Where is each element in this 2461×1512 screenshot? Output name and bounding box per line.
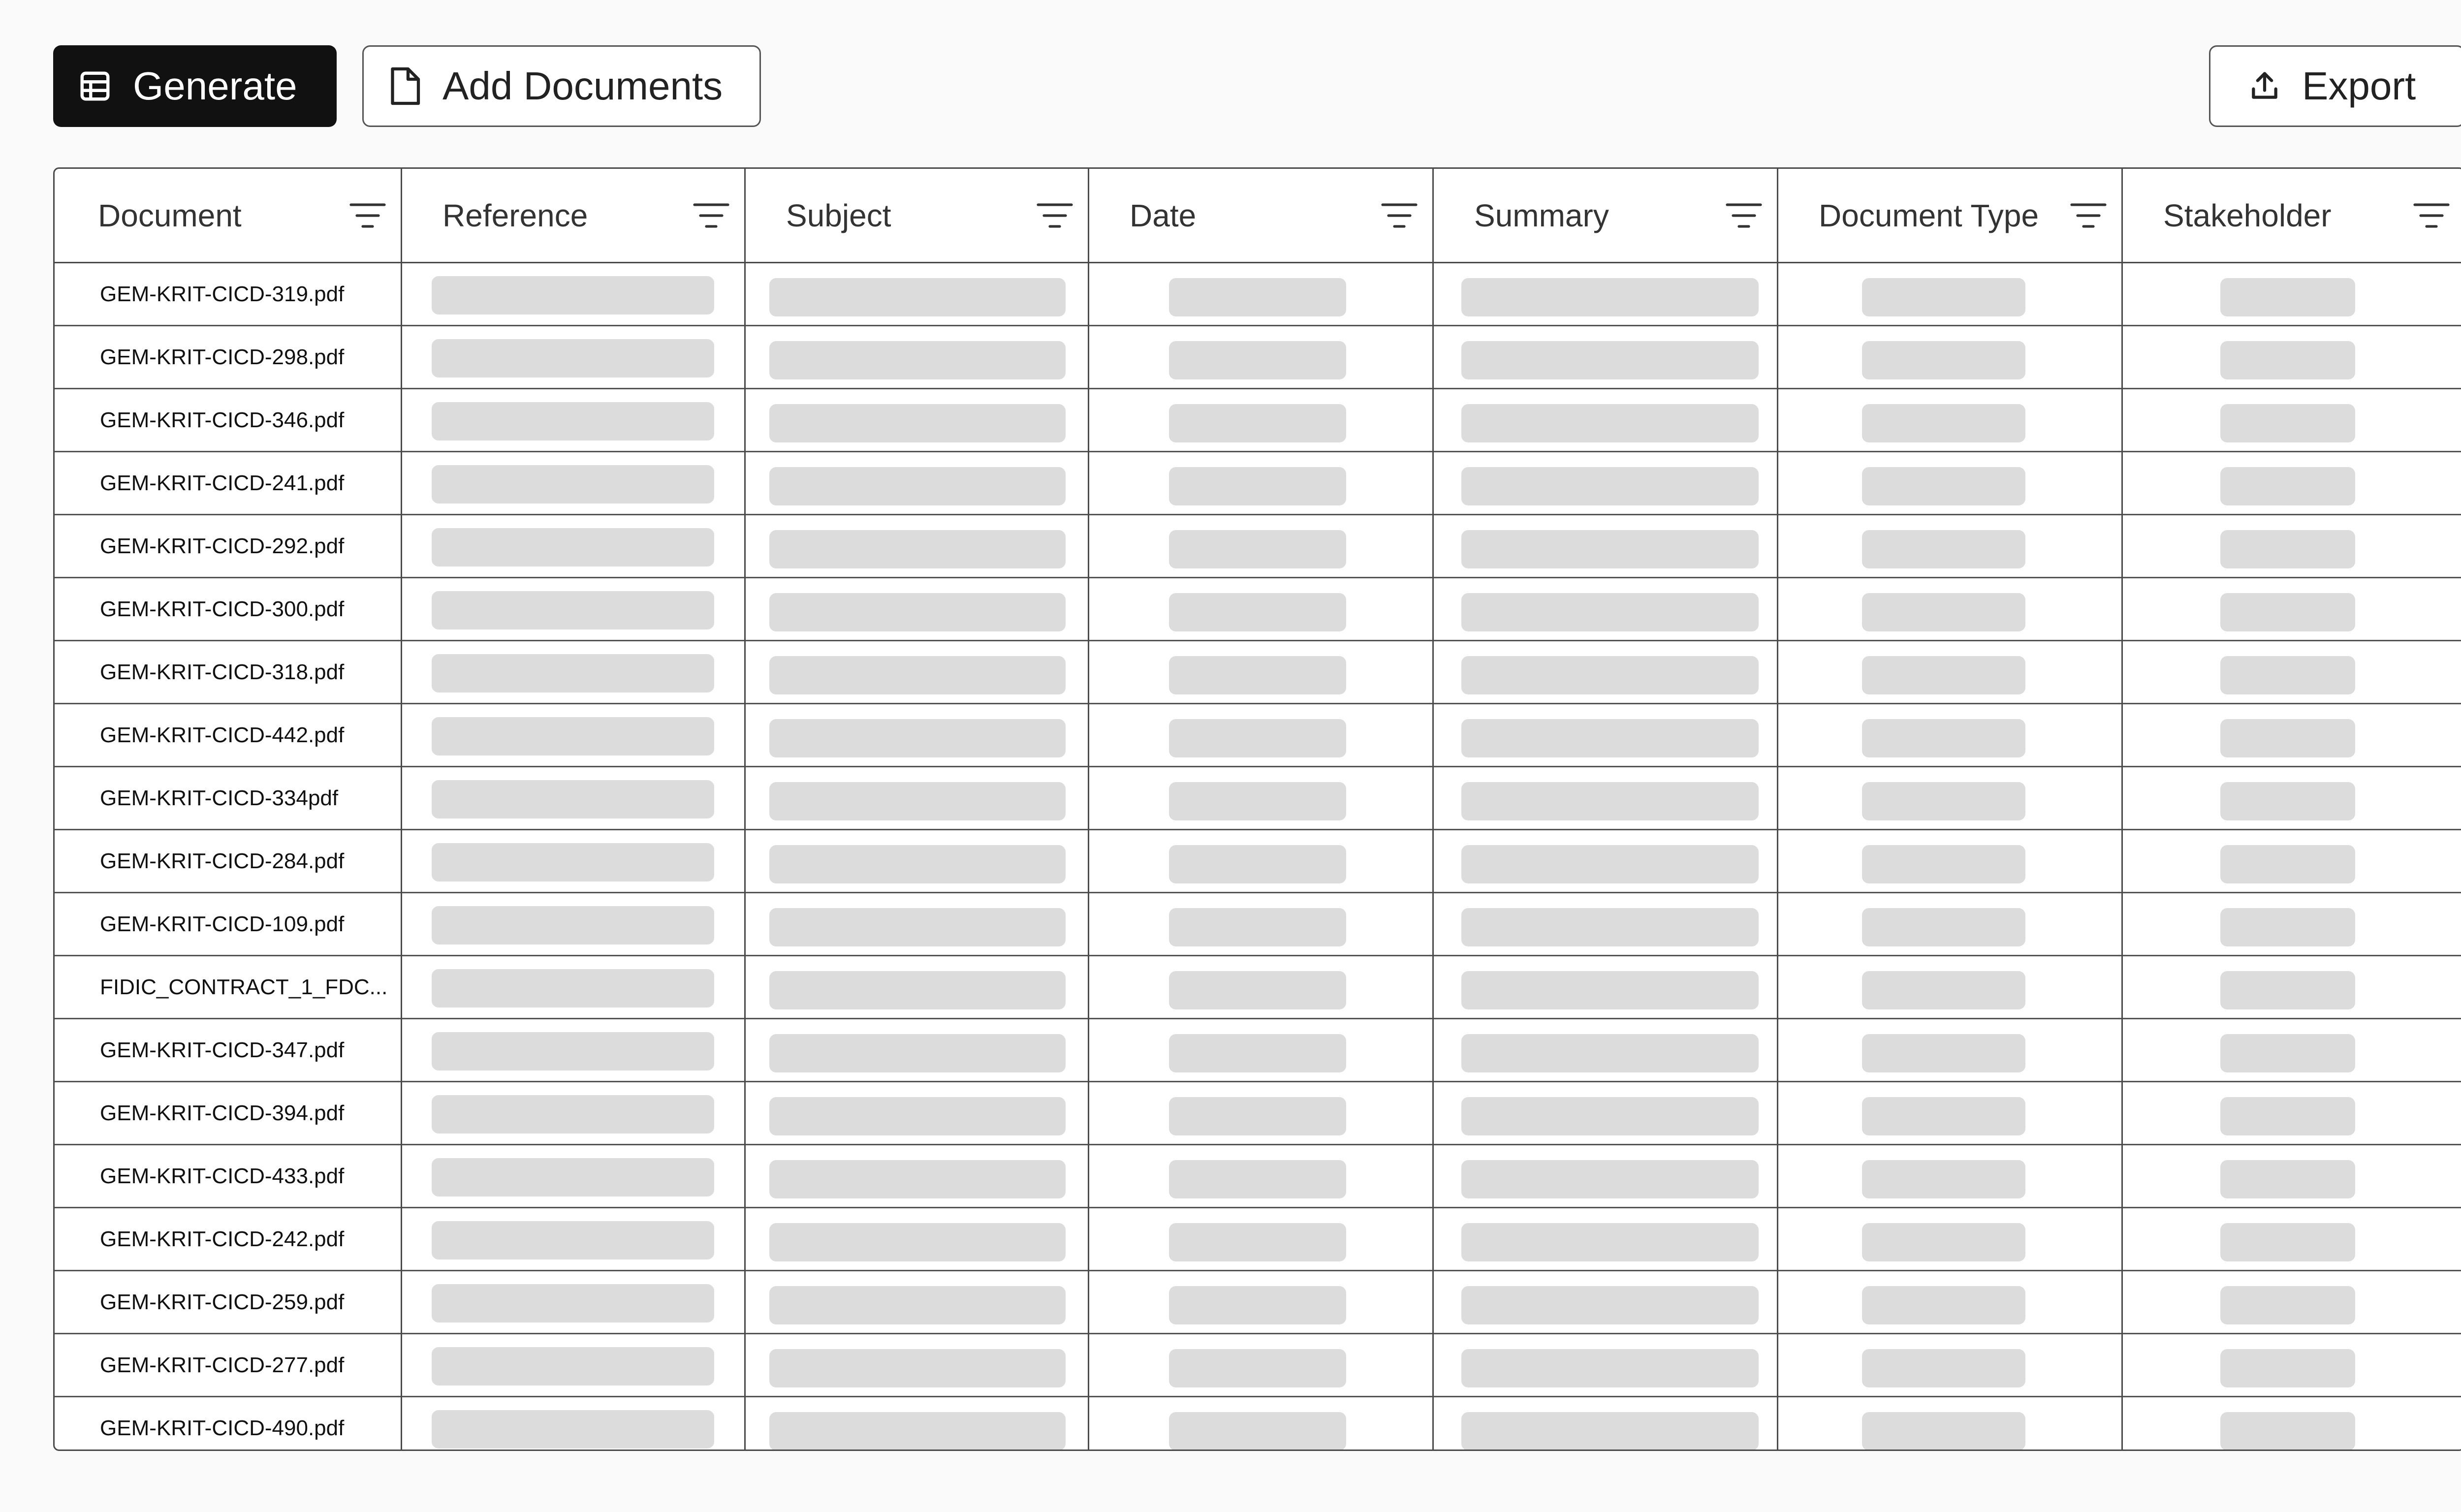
loading-placeholder — [1461, 1412, 1759, 1450]
loading-placeholder — [1862, 1349, 2025, 1387]
column-header-date[interactable] — [1088, 169, 1433, 262]
loading-placeholder — [1461, 341, 1759, 379]
loading-placeholder — [769, 971, 1066, 1009]
loading-placeholder — [769, 1223, 1066, 1261]
filter-icon[interactable] — [693, 201, 730, 230]
table-header — [55, 169, 2461, 263]
loading-placeholder — [2220, 404, 2355, 442]
loading-placeholder — [2220, 467, 2355, 505]
loading-placeholder — [2220, 278, 2355, 316]
column-divider — [744, 169, 746, 1449]
loading-placeholder — [1862, 719, 2025, 757]
loading-placeholder — [2220, 1097, 2355, 1135]
loading-placeholder — [1461, 1034, 1759, 1072]
loading-placeholder — [1461, 278, 1759, 316]
document-name[interactable]: GEM-KRIT-CICD-284.pdf — [100, 849, 345, 873]
table-row[interactable] — [55, 956, 2461, 1019]
loading-placeholder — [1169, 1034, 1346, 1072]
loading-placeholder — [432, 654, 714, 693]
generate-button[interactable] — [53, 45, 337, 127]
loading-placeholder — [2220, 782, 2355, 820]
upload-icon — [2248, 69, 2281, 103]
loading-placeholder — [1862, 278, 2025, 316]
loading-placeholder — [769, 656, 1066, 694]
table-row[interactable] — [55, 704, 2461, 767]
loading-placeholder — [432, 780, 714, 819]
document-name[interactable]: GEM-KRIT-CICD-241.pdf — [100, 471, 345, 495]
loading-placeholder — [1169, 278, 1346, 316]
loading-placeholder — [769, 593, 1066, 631]
loading-placeholder — [769, 1160, 1066, 1198]
loading-placeholder — [432, 276, 714, 315]
document-name[interactable]: GEM-KRIT-CICD-319.pdf — [100, 282, 345, 306]
loading-placeholder — [2220, 1160, 2355, 1198]
filter-icon[interactable] — [1036, 201, 1073, 230]
loading-placeholder — [2220, 971, 2355, 1009]
column-header-label: Stakeholder — [2163, 197, 2332, 233]
document-name[interactable]: GEM-KRIT-CICD-334pdf — [100, 786, 339, 810]
generate-button-label: Generate — [133, 64, 297, 108]
loading-placeholder — [432, 1347, 714, 1386]
loading-placeholder — [1862, 593, 2025, 631]
loading-placeholder — [2220, 1412, 2355, 1450]
loading-placeholder — [1461, 656, 1759, 694]
loading-placeholder — [1862, 530, 2025, 568]
loading-placeholder — [1461, 1160, 1759, 1198]
loading-placeholder — [1862, 845, 2025, 883]
loading-placeholder — [1169, 593, 1346, 631]
loading-placeholder — [769, 1286, 1066, 1324]
loading-placeholder — [1862, 1223, 2025, 1261]
loading-placeholder — [2220, 341, 2355, 379]
column-header-subject[interactable] — [745, 169, 1088, 262]
loading-placeholder — [1169, 1412, 1346, 1450]
loading-placeholder — [1862, 467, 2025, 505]
loading-placeholder — [2220, 1349, 2355, 1387]
export-button-label: Export — [2302, 64, 2416, 108]
loading-placeholder — [769, 1034, 1066, 1072]
column-divider — [2121, 169, 2123, 1449]
table-row[interactable] — [55, 1397, 2461, 1451]
loading-placeholder — [1461, 404, 1759, 442]
column-header-label: Summary — [1474, 197, 1609, 233]
document-icon — [387, 65, 422, 107]
column-header-label: Document — [98, 197, 242, 233]
column-header-label: Subject — [786, 197, 891, 233]
loading-placeholder — [1169, 782, 1346, 820]
loading-placeholder — [2220, 1223, 2355, 1261]
loading-placeholder — [1461, 845, 1759, 883]
loading-placeholder — [1169, 971, 1346, 1009]
loading-placeholder — [2220, 908, 2355, 946]
loading-placeholder — [2220, 530, 2355, 568]
toolbar — [0, 0, 2461, 148]
document-name[interactable]: GEM-KRIT-CICD-292.pdf — [100, 534, 345, 558]
table-row[interactable] — [55, 893, 2461, 956]
loading-placeholder — [769, 404, 1066, 442]
table-row[interactable] — [55, 578, 2461, 641]
loading-placeholder — [432, 465, 714, 504]
table-row[interactable] — [55, 389, 2461, 452]
loading-placeholder — [1169, 341, 1346, 379]
loading-placeholder — [1169, 1349, 1346, 1387]
loading-placeholder — [1461, 530, 1759, 568]
loading-placeholder — [1461, 782, 1759, 820]
filter-icon[interactable] — [2413, 201, 2450, 230]
column-divider — [1432, 169, 1434, 1449]
add-documents-button-label: Add Documents — [442, 64, 723, 108]
loading-placeholder — [1862, 656, 2025, 694]
document-name[interactable]: GEM-KRIT-CICD-298.pdf — [100, 345, 345, 369]
column-header-reference[interactable] — [401, 169, 745, 262]
table-row[interactable] — [55, 263, 2461, 326]
loading-placeholder — [432, 906, 714, 945]
column-divider — [1777, 169, 1778, 1449]
loading-placeholder — [1862, 971, 2025, 1009]
table-row[interactable] — [55, 767, 2461, 830]
documents-table — [53, 167, 2461, 1451]
table-row[interactable] — [55, 1145, 2461, 1208]
column-header-label: Reference — [442, 197, 588, 233]
loading-placeholder — [1862, 1034, 2025, 1072]
add-documents-button[interactable] — [362, 45, 761, 127]
document-name[interactable]: GEM-KRIT-CICD-259.pdf — [100, 1290, 345, 1314]
loading-placeholder — [2220, 719, 2355, 757]
loading-placeholder — [432, 402, 714, 441]
document-name[interactable]: GEM-KRIT-CICD-300.pdf — [100, 597, 345, 621]
loading-placeholder — [1169, 467, 1346, 505]
document-name[interactable]: GEM-KRIT-CICD-490.pdf — [100, 1416, 345, 1440]
loading-placeholder — [1169, 1286, 1346, 1324]
document-name[interactable]: GEM-KRIT-CICD-347.pdf — [100, 1038, 345, 1062]
loading-placeholder — [1461, 1223, 1759, 1261]
loading-placeholder — [432, 528, 714, 567]
filter-icon[interactable] — [349, 201, 386, 230]
column-header-document-type[interactable] — [1777, 169, 2122, 262]
table-row[interactable] — [55, 452, 2461, 515]
loading-placeholder — [1862, 782, 2025, 820]
filter-icon[interactable] — [2070, 201, 2107, 230]
loading-placeholder — [1169, 404, 1346, 442]
loading-placeholder — [432, 591, 714, 630]
table-row[interactable] — [55, 1208, 2461, 1271]
table-row[interactable] — [55, 641, 2461, 704]
table-row[interactable] — [55, 326, 2461, 389]
column-header-summary[interactable] — [1433, 169, 1777, 262]
loading-placeholder — [1169, 530, 1346, 568]
loading-placeholder — [1461, 908, 1759, 946]
loading-placeholder — [769, 1412, 1066, 1450]
loading-placeholder — [1862, 1412, 2025, 1450]
loading-placeholder — [1169, 656, 1346, 694]
loading-placeholder — [1461, 1286, 1759, 1324]
loading-placeholder — [1862, 1097, 2025, 1135]
loading-placeholder — [1862, 1286, 2025, 1324]
loading-placeholder — [2220, 845, 2355, 883]
loading-placeholder — [769, 530, 1066, 568]
document-name[interactable]: GEM-KRIT-CICD-433.pdf — [100, 1164, 345, 1188]
document-name[interactable]: GEM-KRIT-CICD-318.pdf — [100, 660, 345, 684]
loading-placeholder — [1461, 1097, 1759, 1135]
loading-placeholder — [769, 278, 1066, 316]
loading-placeholder — [769, 341, 1066, 379]
loading-placeholder — [1461, 593, 1759, 631]
loading-placeholder — [769, 719, 1066, 757]
loading-placeholder — [769, 1097, 1066, 1135]
loading-placeholder — [1169, 1160, 1346, 1198]
loading-placeholder — [2220, 593, 2355, 631]
loading-placeholder — [432, 1158, 714, 1197]
document-name[interactable]: GEM-KRIT-CICD-109.pdf — [100, 912, 345, 936]
loading-placeholder — [1169, 1223, 1346, 1261]
loading-placeholder — [1862, 908, 2025, 946]
loading-placeholder — [1169, 1097, 1346, 1135]
column-header-label: Document Type — [1819, 197, 2039, 233]
document-name[interactable]: GEM-KRIT-CICD-394.pdf — [100, 1101, 345, 1125]
loading-placeholder — [432, 1032, 714, 1071]
loading-placeholder — [432, 717, 714, 756]
table-row[interactable] — [55, 1082, 2461, 1145]
document-name[interactable]: GEM-KRIT-CICD-277.pdf — [100, 1353, 345, 1377]
loading-placeholder — [769, 908, 1066, 946]
column-header-stakeholder[interactable] — [2122, 169, 2461, 262]
loading-placeholder — [1169, 719, 1346, 757]
document-name[interactable]: GEM-KRIT-CICD-242.pdf — [100, 1227, 345, 1251]
column-header-label: Date — [1130, 197, 1197, 233]
loading-placeholder — [1862, 1160, 2025, 1198]
loading-placeholder — [2220, 656, 2355, 694]
loading-placeholder — [1461, 467, 1759, 505]
loading-placeholder — [1169, 845, 1346, 883]
loading-placeholder — [2220, 1286, 2355, 1324]
loading-placeholder — [1862, 404, 2025, 442]
column-divider — [1088, 169, 1089, 1449]
filter-icon[interactable] — [1381, 201, 1418, 230]
loading-placeholder — [1461, 1349, 1759, 1387]
loading-placeholder — [1461, 719, 1759, 757]
column-divider — [401, 169, 402, 1449]
loading-placeholder — [1461, 971, 1759, 1009]
loading-placeholder — [432, 969, 714, 1008]
loading-placeholder — [432, 1410, 714, 1449]
loading-placeholder — [432, 1221, 714, 1260]
loading-placeholder — [432, 1284, 714, 1323]
loading-placeholder — [769, 845, 1066, 883]
table-row[interactable] — [55, 830, 2461, 893]
column-header-document[interactable] — [55, 169, 401, 262]
document-name[interactable]: GEM-KRIT-CICD-442.pdf — [100, 723, 345, 747]
table-row[interactable] — [55, 515, 2461, 578]
loading-placeholder — [1862, 341, 2025, 379]
export-button[interactable] — [2209, 45, 2461, 127]
document-name[interactable]: FIDIC_CONTRACT_1_FDC... — [100, 975, 388, 999]
loading-placeholder — [1169, 908, 1346, 946]
loading-placeholder — [432, 843, 714, 882]
table-row[interactable] — [55, 1334, 2461, 1397]
loading-placeholder — [769, 467, 1066, 505]
loading-placeholder — [432, 1095, 714, 1134]
document-name[interactable]: GEM-KRIT-CICD-346.pdf — [100, 408, 345, 432]
table-row[interactable] — [55, 1019, 2461, 1082]
loading-placeholder — [769, 782, 1066, 820]
loading-placeholder — [769, 1349, 1066, 1387]
table-row[interactable] — [55, 1271, 2461, 1334]
loading-placeholder — [432, 339, 714, 378]
table-grid-icon — [78, 69, 112, 103]
filter-icon[interactable] — [1725, 201, 1763, 230]
loading-placeholder — [2220, 1034, 2355, 1072]
